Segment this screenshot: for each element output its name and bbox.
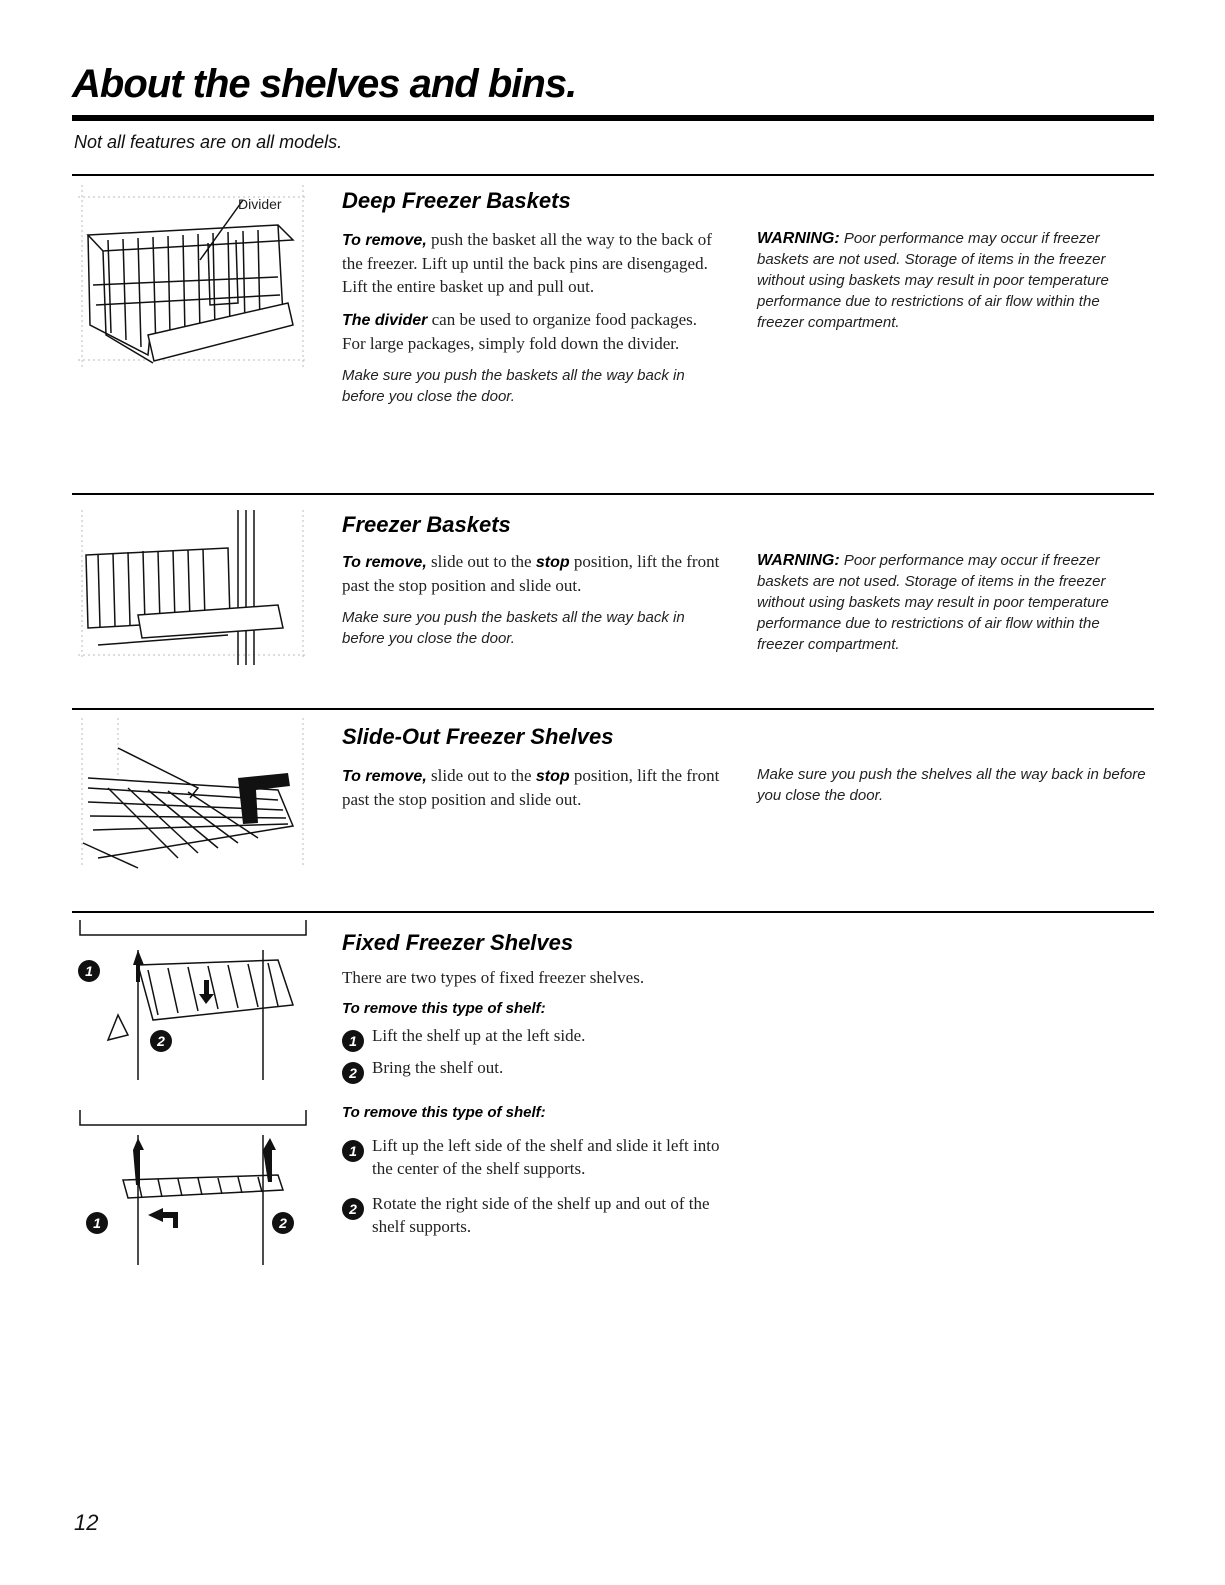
type2-heading: To remove this type of shelf: [342, 1104, 546, 1121]
fixed-shelves-intro: There are two types of fixed freezer shelves. [342, 968, 645, 987]
type2-step [342, 1134, 732, 1180]
remove-lead: To remove, [342, 554, 427, 571]
fixed-shelf-type1-illustration [78, 920, 314, 1080]
step-badge: 2 [342, 1198, 364, 1220]
freezer-baskets-title: Freezer Baskets [342, 512, 511, 537]
freezer-baskets-warning [757, 550, 1149, 655]
slide-out-shelves-note: Make sure you push the shelves all the way back in before you close the door. [757, 766, 1146, 804]
fixed-type2-step2-badge: 2 [272, 1212, 294, 1234]
warning-text: Poor performance may occur if freezer baskets are not used. Storage of items in the freezer without using baskets may result in poor temperature performance due to restrictions of air flow within the freezer compartment. [757, 230, 1109, 331]
type1-step [342, 1024, 732, 1052]
type2-step [342, 1192, 732, 1238]
fixed-type2-step1-badge: 1 [86, 1212, 108, 1234]
step-badge: 2 [342, 1062, 364, 1084]
stop-word: stop [535, 554, 570, 571]
warning-text: Poor performance may occur if freezer baskets are not used. Storage of items in the freezer without using baskets may result in poor temperature performance due to restrictions of air flow within the freezer compartment. [757, 552, 1109, 653]
divider-callout: Divider [238, 196, 282, 212]
page-subtitle: Not all features are on all models. [74, 132, 343, 152]
fixed-shelves-title: Fixed Freezer Shelves [342, 930, 574, 955]
slide-out-shelves-body [342, 764, 727, 821]
slide-out-shelf-illustration [78, 718, 314, 878]
remove-text: push the basket all the way to the back of the freezer. Lift up until the back pins are disengaged. Lift the entire basket up and pull out. [342, 230, 712, 296]
deep-baskets-warning [757, 228, 1149, 333]
step-text: Lift the shelf up at the left side. [372, 1026, 586, 1045]
type1-step [342, 1056, 732, 1084]
title-rule [72, 115, 1154, 121]
remove-text-2: position, lift the front past the stop position and slide out. [342, 766, 720, 809]
deep-basket-illustration [78, 185, 314, 375]
step-text: Rotate the right side of the shelf up and out of the shelf supports. [372, 1194, 710, 1236]
step-badge: 1 [342, 1030, 364, 1052]
section-divider [72, 174, 1154, 176]
remove-text-1: slide out to the [426, 766, 536, 785]
warning-lead: WARNING: [757, 230, 840, 247]
deep-baskets-title: Deep Freezer Baskets [342, 188, 571, 213]
deep-baskets-body [342, 228, 722, 417]
fixed-shelf-type2-illustration [78, 1110, 314, 1270]
slide-out-shelves-title: Slide-Out Freezer Shelves [342, 724, 614, 749]
fixed-type1-step2-badge: 2 [150, 1030, 172, 1052]
remove-lead: To remove, [342, 232, 427, 249]
section-divider [72, 708, 1154, 710]
step-badge: 1 [342, 1140, 364, 1162]
type1-heading: To remove this type of shelf: [342, 1000, 546, 1017]
step-text: Bring the shelf out. [372, 1058, 504, 1077]
divider-text: can be used to organize food packages. For large packages, simply fold down the divider. [342, 310, 698, 353]
freezer-baskets-body [342, 550, 727, 659]
freezer-baskets-note: Make sure you push the baskets all the way back in before you close the door. [342, 609, 685, 647]
remove-lead: To remove, [342, 768, 427, 785]
deep-baskets-note: Make sure you push the baskets all the way back in before you close the door. [342, 367, 685, 405]
stop-word: stop [535, 768, 570, 785]
warning-lead: WARNING: [757, 552, 840, 569]
section-divider [72, 493, 1154, 495]
page-title: About the shelves and bins. [72, 62, 577, 106]
freezer-basket-illustration [78, 510, 314, 670]
remove-text-2: position, lift the front past the stop position and slide out. [342, 552, 720, 595]
divider-lead: The divider [342, 312, 428, 329]
step-text: Lift up the left side of the shelf and slide it left into the center of the shelf supports. [372, 1136, 720, 1178]
fixed-type1-step1-badge: 1 [78, 960, 100, 982]
section-divider [72, 911, 1154, 913]
page-number: 12 [74, 1510, 99, 1535]
remove-text-1: slide out to the [426, 552, 536, 571]
